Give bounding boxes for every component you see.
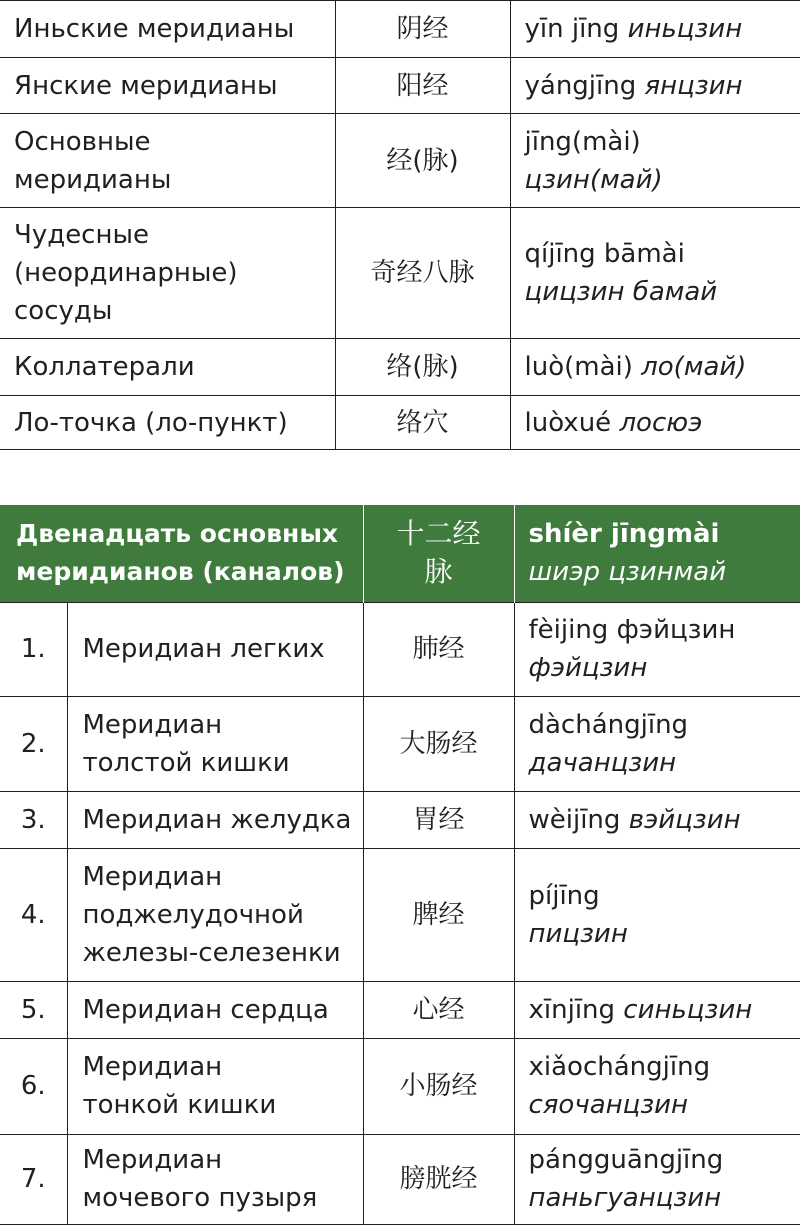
row-number: 6. [0,1038,67,1134]
meridian-ru: Меридиан легких [67,602,363,696]
term-zh: 奇经八脉 [335,208,510,339]
term-ru: Чудесные (неординарные) сосуды [0,208,335,339]
term-ru: Иньские меридианы [0,1,335,58]
term-zh: 经(脉) [335,114,510,208]
row-number: 1. [0,602,67,696]
meridian-ru: Меридиан желудка [67,791,363,848]
table-row [0,1038,800,1134]
term-zh: 络穴 [335,396,510,450]
table-row [0,339,800,396]
meridian-zh: 小肠经 [363,1038,514,1134]
row-number: 5. [0,981,67,1038]
table-row [0,114,800,208]
table-header-row [0,505,800,602]
table-row [0,1134,800,1224]
row-number: 3. [0,791,67,848]
meridian-zh: 大肠经 [363,696,514,791]
meridian-pinyin: fèijing фэйцзин фэйцзин [514,602,800,696]
terms-table [0,0,800,450]
term-pinyin: yángjīng янцзин [510,58,800,114]
header-pinyin: shíèr jīngmài шиэр цзинмай [514,505,800,602]
table-row [0,981,800,1038]
meridian-zh: 心经 [363,981,514,1038]
meridian-ru: Меридиан мочевого пузыря [67,1134,363,1224]
term-pinyin: qíjīng bāmài цицзин бамай [510,208,800,339]
table-row [0,791,800,848]
meridian-ru: Меридиан толстой кишки [67,696,363,791]
meridian-ru: Меридиан тонкой кишки [67,1038,363,1134]
row-number: 4. [0,848,67,981]
table-row [0,396,800,450]
meridian-ru: Меридиан сердца [67,981,363,1038]
header-ru: Двенадцать основных меридианов (каналов) [0,505,363,602]
meridian-pinyin: pángguāngjīng паньгуанцзин [514,1134,800,1224]
meridians-table [0,505,800,1225]
meridian-ru: Меридиан поджелудочной железы-селезенки [67,848,363,981]
meridian-pinyin: wèijīng вэйцзин [514,791,800,848]
term-pinyin: luòxué лосюэ [510,396,800,450]
row-number: 7. [0,1134,67,1224]
term-pinyin: jīng(mài) цзин(май) [510,114,800,208]
table-row [0,208,800,339]
table-row [0,58,800,114]
table-row [0,1,800,58]
table-row [0,696,800,791]
meridian-zh: 膀胱经 [363,1134,514,1224]
meridian-zh: 胃经 [363,791,514,848]
table-row [0,848,800,981]
table-row [0,602,800,696]
meridian-zh: 脾经 [363,848,514,981]
term-ru: Коллатерали [0,339,335,396]
meridian-zh: 肺经 [363,602,514,696]
row-number: 2. [0,696,67,791]
term-ru: Янские меридианы [0,58,335,114]
header-zh: 十二经脉 [363,505,514,602]
term-ru: Ло-точка (ло-пункт) [0,396,335,450]
term-ru: Основные меридианы [0,114,335,208]
term-zh: 络(脉) [335,339,510,396]
term-zh: 阴经 [335,1,510,58]
meridian-pinyin: xiǎochángjīng сяочанцзин [514,1038,800,1134]
meridian-pinyin: píjīng пицзин [514,848,800,981]
term-pinyin: luò(mài) ло(май) [510,339,800,396]
term-zh: 阳经 [335,58,510,114]
term-pinyin: yīn jīng иньцзин [510,1,800,58]
meridian-pinyin: xīnjīng синьцзин [514,981,800,1038]
meridian-pinyin: dàchángjīng дачанцзин [514,696,800,791]
